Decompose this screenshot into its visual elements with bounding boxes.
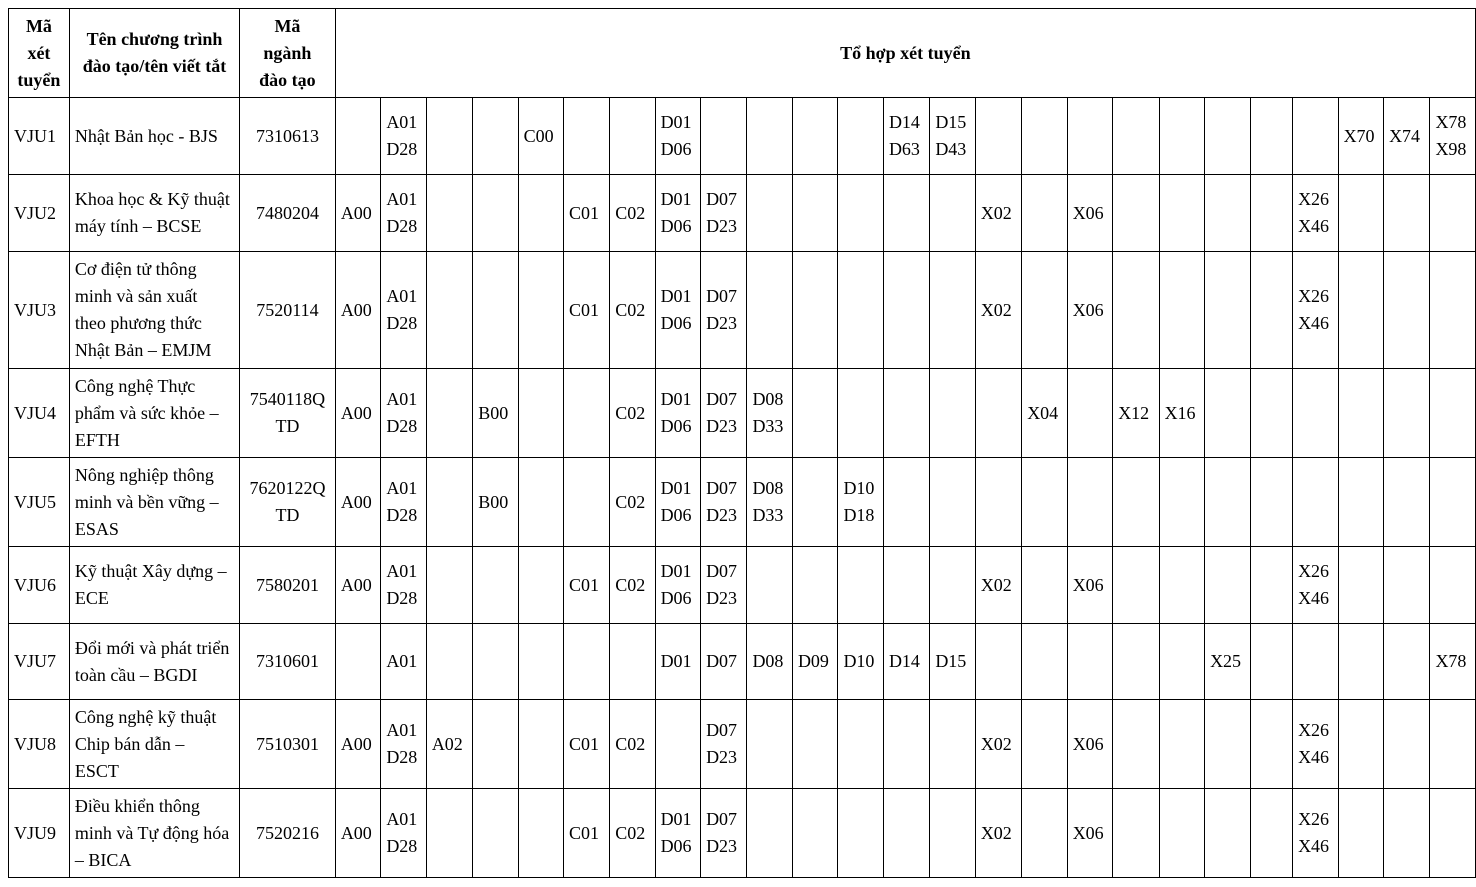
combination-cell: A00 (335, 700, 381, 789)
combination-cell (792, 252, 838, 369)
combination-cell (473, 789, 518, 878)
combination-cell: A01 D28 (381, 789, 427, 878)
combination-cell: D08 (747, 624, 793, 700)
combination-cell (883, 789, 929, 878)
combination-cell (930, 547, 976, 624)
combination-cell (1022, 789, 1068, 878)
combination-cell (563, 624, 609, 700)
combination-cell: D09 (792, 624, 838, 700)
combination-cell: X26 X46 (1293, 175, 1339, 252)
combination-cell (1338, 624, 1384, 700)
major-code-cell: 7480204 (240, 175, 336, 252)
combination-cell (883, 369, 929, 458)
combination-cell: D01 D06 (655, 369, 701, 458)
combination-cell (1205, 175, 1251, 252)
combination-cell: C01 (563, 252, 609, 369)
combination-cell: A01 D28 (381, 458, 427, 547)
admission-code-cell: VJU9 (9, 789, 70, 878)
program-name-cell: Nhật Bản học - BJS (69, 98, 239, 175)
program-name-cell: Nông nghiệp thông minh và bền vững – ESAS (69, 458, 239, 547)
admission-code-cell: VJU4 (9, 369, 70, 458)
combination-cell (1250, 369, 1293, 458)
table-row (9, 789, 1476, 878)
combination-cell: X26 X46 (1293, 789, 1339, 878)
combination-cell: A01 D28 (381, 547, 427, 624)
combination-cell (1022, 175, 1068, 252)
combination-cell (1022, 252, 1068, 369)
combination-cell: D01 D06 (655, 789, 701, 878)
admission-code-cell: VJU1 (9, 98, 70, 175)
combination-cell (1159, 175, 1205, 252)
combination-cell (1022, 700, 1068, 789)
header-major-code: Mã ngành đào tạo (240, 9, 336, 98)
combination-cell (975, 369, 1021, 458)
combination-cell (975, 458, 1021, 547)
combination-cell (838, 789, 884, 878)
combination-cell: X02 (975, 789, 1021, 878)
combination-cell: D07 D23 (701, 175, 747, 252)
combination-cell (1022, 624, 1068, 700)
combination-cell (1293, 369, 1339, 458)
combination-cell (426, 252, 472, 369)
header-program-name: Tên chương trình đào tạo/tên viết tắt (69, 9, 239, 98)
combination-cell: C02 (610, 700, 655, 789)
combination-cell: A01 D28 (381, 98, 427, 175)
combination-cell: D07 D23 (701, 700, 747, 789)
combination-cell (1159, 700, 1205, 789)
combination-cell (1384, 175, 1430, 252)
combination-cell (1113, 789, 1159, 878)
combination-cell (701, 98, 747, 175)
combination-cell: D14 (883, 624, 929, 700)
combination-cell (1022, 458, 1068, 547)
combination-cell (1113, 547, 1159, 624)
combination-cell (426, 369, 472, 458)
combination-cell (518, 700, 563, 789)
combination-cell: D07 D23 (701, 252, 747, 369)
combination-cell: X06 (1067, 700, 1113, 789)
table-row (9, 458, 1476, 547)
combination-cell: X16 (1159, 369, 1205, 458)
combination-cell (518, 789, 563, 878)
combination-cell (930, 789, 976, 878)
combination-cell (473, 175, 518, 252)
combination-cell: A00 (335, 547, 381, 624)
combination-cell (930, 175, 976, 252)
combination-cell: D07 (701, 624, 747, 700)
combination-cell (426, 547, 472, 624)
combination-cell: C02 (610, 252, 655, 369)
combination-cell (747, 547, 793, 624)
combination-cell (1430, 369, 1476, 458)
combination-cell (838, 252, 884, 369)
combination-cell (838, 547, 884, 624)
combination-cell (1338, 369, 1384, 458)
table-row (9, 624, 1476, 700)
combination-cell (792, 369, 838, 458)
combination-cell (610, 98, 655, 175)
combination-cell: X78 X98 (1430, 98, 1476, 175)
combination-cell (1384, 252, 1430, 369)
program-name-cell: Kỹ thuật Xây dựng – ECE (69, 547, 239, 624)
admission-code-cell: VJU5 (9, 458, 70, 547)
major-code-cell: 7520114 (240, 252, 336, 369)
combination-cell (1205, 700, 1251, 789)
combination-cell: A01 D28 (381, 700, 427, 789)
combination-cell (1250, 624, 1293, 700)
combination-cell (473, 252, 518, 369)
program-name-cell: Công nghệ kỹ thuật Chip bán dẫn – ESCT (69, 700, 239, 789)
combination-cell (518, 175, 563, 252)
combination-cell (792, 789, 838, 878)
combination-cell: D07 D23 (701, 547, 747, 624)
combination-cell: D01 D06 (655, 252, 701, 369)
combination-cell: C01 (563, 789, 609, 878)
combination-cell: C02 (610, 369, 655, 458)
program-name-cell: Công nghệ Thực phẩm và sức khỏe – EFTH (69, 369, 239, 458)
admission-combination-table (8, 8, 1476, 878)
combination-cell (1250, 252, 1293, 369)
combination-cell (1384, 700, 1430, 789)
combination-cell: D08 D33 (747, 458, 793, 547)
combination-cell (838, 700, 884, 789)
combination-cell (1430, 458, 1476, 547)
combination-cell: B00 (473, 369, 518, 458)
combination-cell: D07 D23 (701, 369, 747, 458)
combination-cell (655, 700, 701, 789)
combination-cell (563, 369, 609, 458)
combination-cell: C01 (563, 175, 609, 252)
combination-cell: X74 (1384, 98, 1430, 175)
combination-cell (473, 624, 518, 700)
combination-cell: X70 (1338, 98, 1384, 175)
combination-cell (1293, 624, 1339, 700)
combination-cell (1384, 458, 1430, 547)
combination-cell (1384, 369, 1430, 458)
combination-cell (1250, 547, 1293, 624)
admission-code-cell: VJU7 (9, 624, 70, 700)
combination-cell: A02 (426, 700, 472, 789)
combination-cell (473, 547, 518, 624)
combination-cell: A00 (335, 252, 381, 369)
combination-cell (1067, 98, 1113, 175)
combination-cell (1205, 789, 1251, 878)
combination-cell (610, 624, 655, 700)
combination-cell: X78 (1430, 624, 1476, 700)
admission-code-cell: VJU8 (9, 700, 70, 789)
combination-cell (518, 369, 563, 458)
combination-cell (1430, 789, 1476, 878)
combination-cell: D15 (930, 624, 976, 700)
combination-cell (883, 700, 929, 789)
combination-cell (1113, 458, 1159, 547)
combination-cell (1250, 789, 1293, 878)
combination-cell: D07 D23 (701, 458, 747, 547)
combination-cell: D08 D33 (747, 369, 793, 458)
combination-cell (473, 700, 518, 789)
combination-cell (335, 98, 381, 175)
combination-cell (473, 98, 518, 175)
major-code-cell: 7510301 (240, 700, 336, 789)
combination-cell (1159, 789, 1205, 878)
combination-cell (1113, 700, 1159, 789)
combination-cell (1338, 458, 1384, 547)
combination-cell (1430, 252, 1476, 369)
combination-cell (883, 175, 929, 252)
combination-cell (1338, 252, 1384, 369)
combination-cell (792, 98, 838, 175)
combination-cell: B00 (473, 458, 518, 547)
combination-cell: X26 X46 (1293, 700, 1339, 789)
combination-cell (1384, 547, 1430, 624)
combination-cell: D15 D43 (930, 98, 976, 175)
combination-cell (1159, 547, 1205, 624)
combination-cell (1067, 369, 1113, 458)
combination-cell (1159, 98, 1205, 175)
combination-cell (1067, 458, 1113, 547)
admission-table-container (8, 8, 1476, 878)
admission-code-cell: VJU2 (9, 175, 70, 252)
table-row (9, 369, 1476, 458)
combination-cell (426, 98, 472, 175)
combination-cell: D01 D06 (655, 547, 701, 624)
combination-cell: C00 (518, 98, 563, 175)
combination-cell (747, 98, 793, 175)
combination-cell (426, 624, 472, 700)
combination-cell: C01 (563, 700, 609, 789)
combination-cell: X02 (975, 252, 1021, 369)
combination-cell (518, 458, 563, 547)
combination-cell: X02 (975, 175, 1021, 252)
combination-cell (747, 700, 793, 789)
combination-cell (883, 458, 929, 547)
combination-cell: X04 (1022, 369, 1068, 458)
combination-cell (883, 252, 929, 369)
major-code-cell: 7310613 (240, 98, 336, 175)
combination-cell (1205, 369, 1251, 458)
major-code-cell: 7310601 (240, 624, 336, 700)
combination-cell (975, 624, 1021, 700)
header-row (9, 9, 1476, 98)
combination-cell (975, 98, 1021, 175)
combination-cell (563, 98, 609, 175)
combination-cell (1067, 624, 1113, 700)
combination-cell (792, 547, 838, 624)
program-name-cell: Khoa học & Kỹ thuật máy tính – BCSE (69, 175, 239, 252)
combination-cell: X12 (1113, 369, 1159, 458)
combination-cell: A00 (335, 458, 381, 547)
combination-cell (930, 369, 976, 458)
combination-cell (792, 458, 838, 547)
combination-cell: D14 D63 (883, 98, 929, 175)
combination-cell (930, 252, 976, 369)
combination-cell: C02 (610, 175, 655, 252)
table-row (9, 700, 1476, 789)
combination-cell: A00 (335, 369, 381, 458)
major-code-cell: 7520216 (240, 789, 336, 878)
combination-cell: X06 (1067, 175, 1113, 252)
combination-cell (1159, 252, 1205, 369)
combination-cell: X26 X46 (1293, 547, 1339, 624)
combination-cell (426, 175, 472, 252)
combination-cell (747, 789, 793, 878)
combination-cell: X06 (1067, 252, 1113, 369)
program-name-cell: Điều khiển thông minh và Tự động hóa – BICA (69, 789, 239, 878)
combination-cell (1159, 458, 1205, 547)
combination-cell (335, 624, 381, 700)
table-row (9, 98, 1476, 175)
combination-cell (792, 700, 838, 789)
major-code-cell: 7540118Q TD (240, 369, 336, 458)
combination-cell (1113, 624, 1159, 700)
combination-cell (1159, 624, 1205, 700)
combination-cell: A01 D28 (381, 369, 427, 458)
combination-cell: X02 (975, 547, 1021, 624)
combination-cell (1338, 700, 1384, 789)
table-row (9, 547, 1476, 624)
combination-cell (1338, 547, 1384, 624)
combination-cell (1113, 98, 1159, 175)
combination-cell (426, 458, 472, 547)
combination-cell (838, 369, 884, 458)
combination-cell (1384, 624, 1430, 700)
combination-cell: X06 (1067, 789, 1113, 878)
combination-cell (930, 700, 976, 789)
combination-cell: X02 (975, 700, 1021, 789)
combination-cell (1205, 458, 1251, 547)
combination-cell (1293, 98, 1339, 175)
combination-cell: D01 D06 (655, 175, 701, 252)
combination-cell (518, 547, 563, 624)
header-combinations: Tổ hợp xét tuyển (335, 9, 1475, 98)
admission-code-cell: VJU6 (9, 547, 70, 624)
table-row (9, 252, 1476, 369)
combination-cell (1250, 700, 1293, 789)
major-code-cell: 7620122Q TD (240, 458, 336, 547)
combination-cell (1113, 252, 1159, 369)
combination-cell: D01 D06 (655, 458, 701, 547)
combination-cell: A00 (335, 175, 381, 252)
combination-cell: A01 D28 (381, 175, 427, 252)
combination-cell (1250, 458, 1293, 547)
combination-cell (426, 789, 472, 878)
program-name-cell: Đổi mới và phát triển toàn cầu – BGDI (69, 624, 239, 700)
combination-cell: D10 D18 (838, 458, 884, 547)
combination-cell (1250, 98, 1293, 175)
combination-cell: C01 (563, 547, 609, 624)
combination-cell: D10 (838, 624, 884, 700)
combination-cell (1205, 252, 1251, 369)
combination-cell: D01 (655, 624, 701, 700)
program-name-cell: Cơ điện tử thông minh và sản xuất theo phương thức Nhật Bản – EMJM (69, 252, 239, 369)
combination-cell: D07 D23 (701, 789, 747, 878)
combination-cell (747, 175, 793, 252)
combination-cell (1338, 175, 1384, 252)
combination-cell: D01 D06 (655, 98, 701, 175)
combination-cell (563, 458, 609, 547)
header-admission-code: Mã xét tuyển (9, 9, 70, 98)
combination-cell (1430, 547, 1476, 624)
admission-code-cell: VJU3 (9, 252, 70, 369)
combination-cell (1430, 700, 1476, 789)
combination-cell (1205, 547, 1251, 624)
combination-cell (838, 175, 884, 252)
combination-cell (518, 624, 563, 700)
combination-cell (1113, 175, 1159, 252)
combination-cell (792, 175, 838, 252)
combination-cell (1430, 175, 1476, 252)
combination-cell (838, 98, 884, 175)
combination-cell: A01 D28 (381, 252, 427, 369)
combination-cell: C02 (610, 458, 655, 547)
combination-cell (1205, 98, 1251, 175)
combination-cell (1384, 789, 1430, 878)
combination-cell: X06 (1067, 547, 1113, 624)
combination-cell (518, 252, 563, 369)
combination-cell: X25 (1205, 624, 1251, 700)
combination-cell: X26 X46 (1293, 252, 1339, 369)
combination-cell (930, 458, 976, 547)
combination-cell (1338, 789, 1384, 878)
combination-cell (1293, 458, 1339, 547)
combination-cell (1022, 547, 1068, 624)
combination-cell: A00 (335, 789, 381, 878)
combination-cell: C02 (610, 547, 655, 624)
major-code-cell: 7580201 (240, 547, 336, 624)
combination-cell (883, 547, 929, 624)
combination-cell (747, 252, 793, 369)
combination-cell: A01 (381, 624, 427, 700)
combination-cell (1250, 175, 1293, 252)
combination-cell: C02 (610, 789, 655, 878)
table-row (9, 175, 1476, 252)
combination-cell (1022, 98, 1068, 175)
